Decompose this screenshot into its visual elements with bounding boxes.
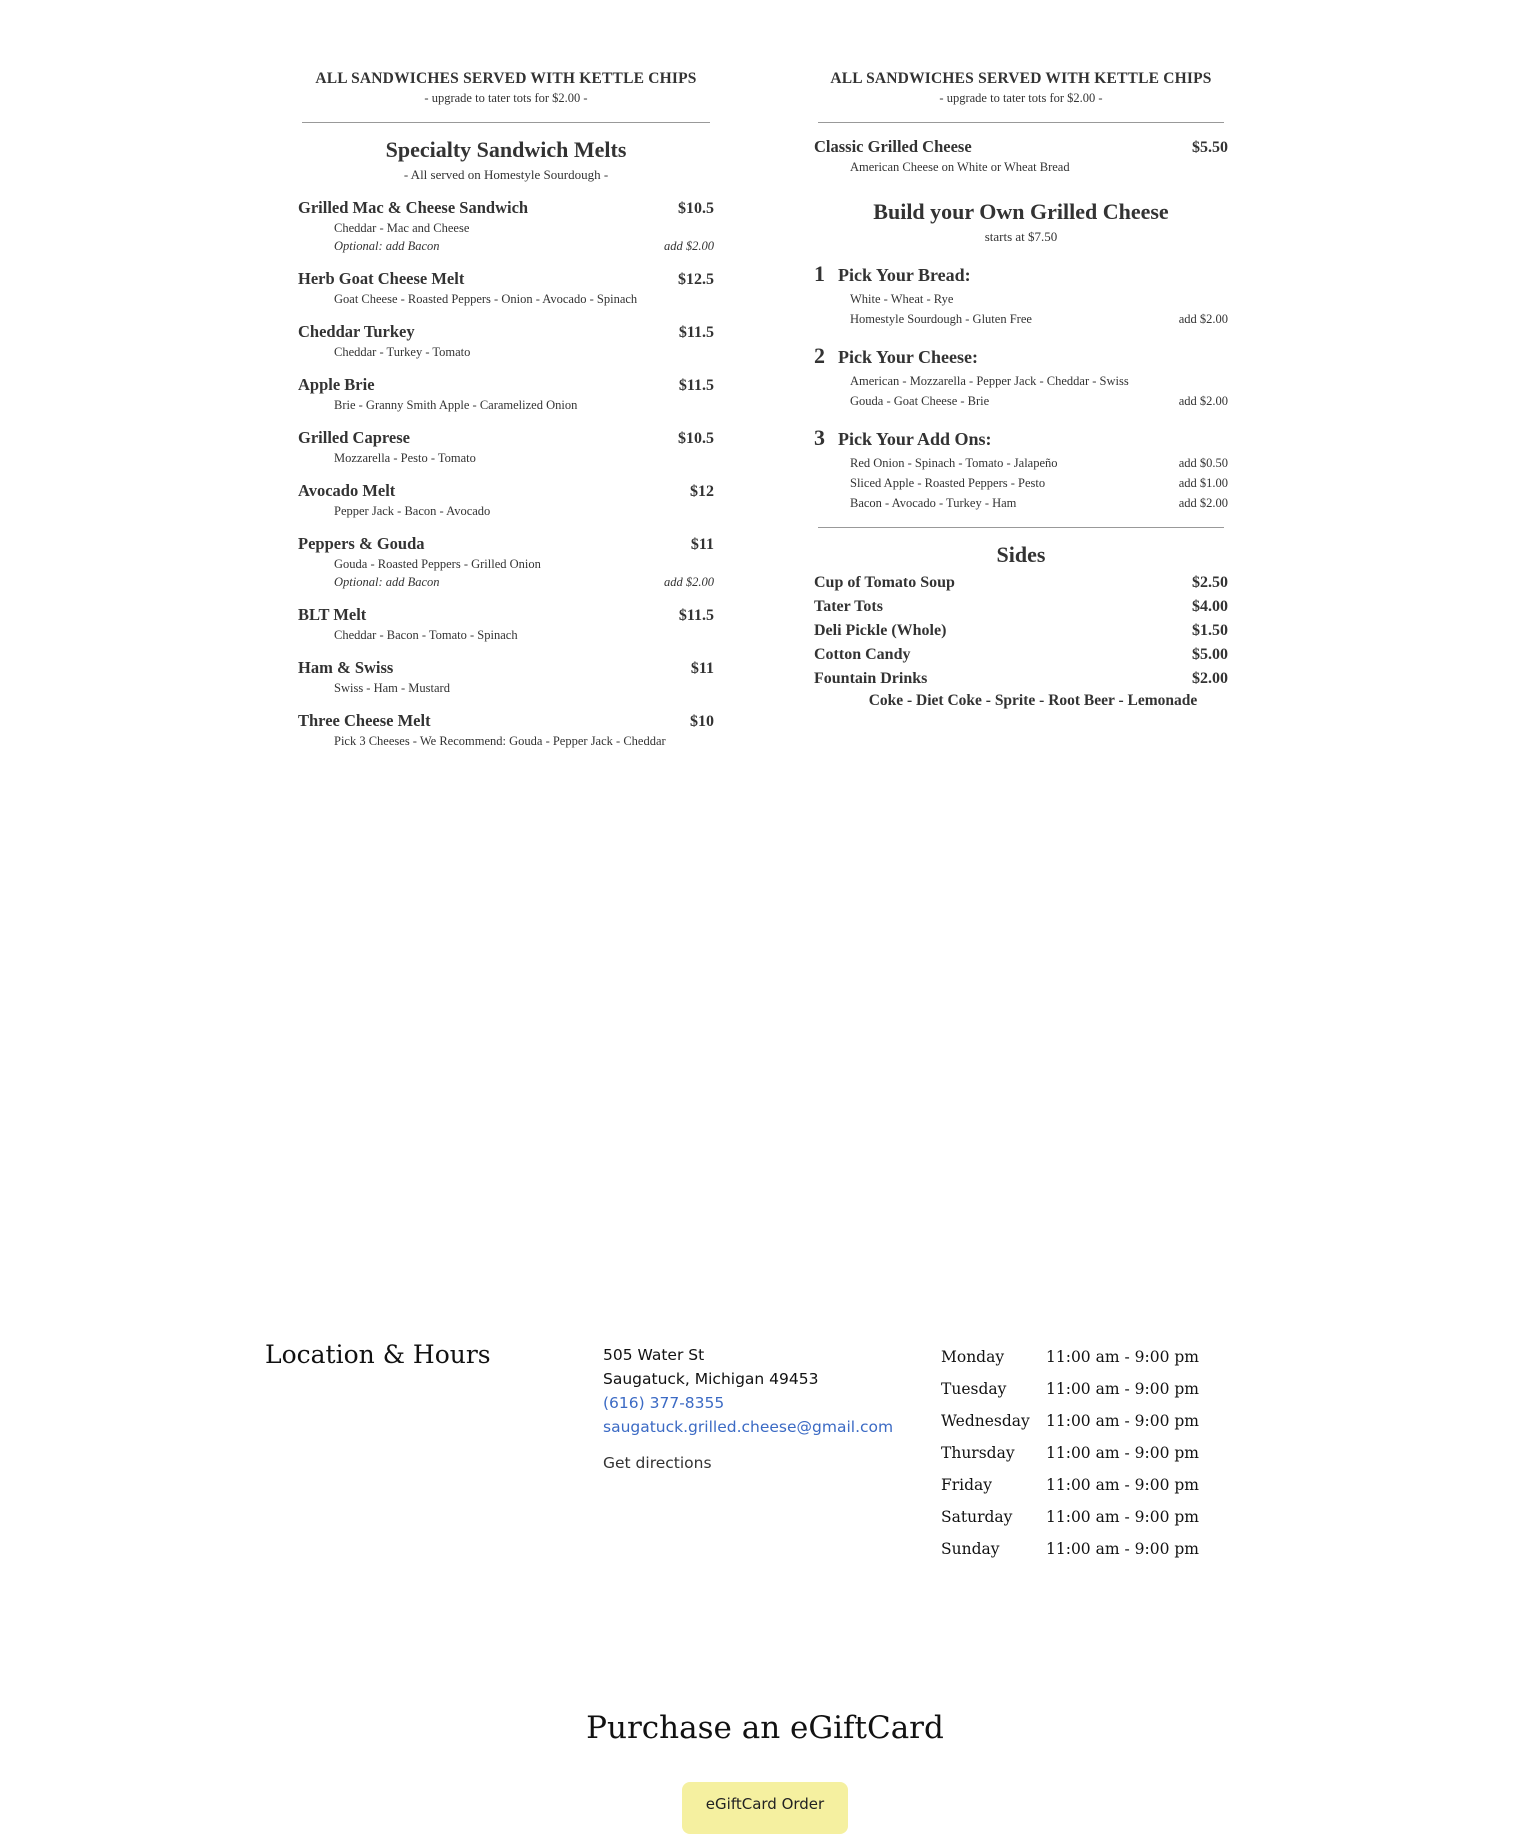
egiftcard-title: Purchase an eGiftCard (586, 1710, 944, 1746)
item-description: Brie - Granny Smith Apple - Caramelized Onion (334, 398, 578, 412)
option-price: add $2.00 (1178, 394, 1228, 408)
item-description: Cheddar - Turkey - Tomato (334, 345, 471, 359)
item-price: $11.5 (678, 607, 714, 624)
hours-day: Tuesday (941, 1380, 1007, 1398)
divider (818, 122, 1224, 123)
item-price: $11.5 (678, 324, 714, 341)
item-name: Cheddar Turkey (298, 322, 415, 341)
step-bread (814, 261, 1228, 327)
option-price: add $1.00 (1178, 476, 1228, 490)
option-text: Bacon - Avocado - Turkey - Ham (850, 496, 1017, 510)
option-text: Homestyle Sourdough - Gluten Free (850, 312, 1032, 326)
item-name: Ham & Swiss (298, 658, 394, 677)
build-your-own-menu-column (814, 70, 1228, 710)
side-name: Cotton Candy (814, 646, 911, 663)
side-item (814, 574, 1228, 592)
item-price: $11 (690, 536, 714, 553)
divider (302, 122, 710, 123)
item-price: $11.5 (678, 377, 714, 394)
item-description: Mozzarella - Pesto - Tomato (334, 451, 476, 465)
specialty-menu-column (298, 70, 714, 749)
phone-link[interactable]: (616) 377-8355 (603, 1394, 725, 1412)
option-label: Optional: add Bacon (334, 239, 440, 253)
side-name: Cup of Tomato Soup (814, 574, 955, 591)
option-text: Red Onion - Spinach - Tomato - Jalapeño (850, 456, 1058, 470)
menu-item (298, 269, 714, 307)
served-note: ALL SANDWICHES SERVED WITH KETTLE CHIPS (830, 70, 1212, 87)
hours-time: 11:00 am - 9:00 pm (1046, 1444, 1199, 1462)
sides-title: Sides (996, 542, 1046, 567)
hours-day: Friday (941, 1476, 993, 1494)
hours-time: 11:00 am - 9:00 pm (1046, 1508, 1199, 1526)
menu-item (298, 322, 714, 360)
item-description: Pick 3 Cheeses - We Recommend: Gouda - Pepper Jack - Cheddar (334, 734, 666, 748)
step-number: 3 (814, 425, 825, 450)
item-price: $10.5 (678, 430, 714, 447)
side-name: Tater Tots (814, 598, 883, 615)
side-price: $2.50 (1192, 574, 1228, 591)
option-row (850, 394, 1228, 409)
item-name: Grilled Mac & Cheese Sandwich (298, 198, 529, 217)
option-row (850, 456, 1228, 471)
hours-day: Wednesday (941, 1412, 1030, 1430)
item-price: $12.5 (678, 271, 714, 288)
option-row (850, 476, 1228, 491)
menu-item (298, 605, 714, 643)
email-link[interactable]: saugatuck.grilled.cheese@gmail.com (603, 1418, 894, 1436)
divider (818, 527, 1224, 528)
item-name: Grilled Caprese (298, 428, 410, 447)
option-price: add $2.00 (1178, 496, 1228, 510)
classic-item (814, 137, 1228, 175)
hours-time: 11:00 am - 9:00 pm (1046, 1476, 1199, 1494)
option-price: add $2.00 (664, 239, 714, 253)
step-number: 2 (814, 343, 825, 368)
hours-row (941, 1373, 1199, 1405)
option-price: add $0.50 (1178, 456, 1228, 470)
side-price: $5.00 (1192, 646, 1228, 663)
side-item (814, 670, 1228, 688)
step-label: Pick Your Add Ons: (838, 429, 992, 449)
step-addons (814, 425, 1228, 511)
served-note: ALL SANDWICHES SERVED WITH KETTLE CHIPS (315, 70, 697, 87)
option-text: Gouda - Goat Cheese - Brie (850, 394, 990, 408)
hours-day: Thursday (941, 1444, 1015, 1462)
menu-item (298, 375, 714, 413)
side-price: $4.00 (1192, 598, 1228, 615)
item-price: $12 (690, 483, 714, 500)
menu-item (298, 658, 714, 696)
item-name: Classic Grilled Cheese (814, 137, 972, 156)
item-price: $5.50 (1192, 139, 1228, 156)
menu-item (298, 428, 714, 466)
item-name: BLT Melt (298, 605, 367, 624)
item-option (334, 575, 714, 590)
hours-day: Saturday (941, 1508, 1013, 1526)
option-text: Sliced Apple - Roasted Peppers - Pesto (850, 476, 1046, 490)
item-name: Herb Goat Cheese Melt (298, 269, 465, 288)
get-directions-link[interactable]: Get directions (603, 1454, 712, 1472)
item-description: Swiss - Ham - Mustard (334, 681, 450, 695)
option-row (850, 292, 1228, 307)
item-price: $10 (690, 713, 714, 730)
egiftcard-order-button[interactable]: eGiftCard Order (682, 1782, 848, 1834)
option-label: Optional: add Bacon (334, 575, 440, 589)
step-number: 1 (814, 261, 825, 286)
section-title: Specialty Sandwich Melts (385, 137, 627, 162)
item-description: Goat Cheese - Roasted Peppers - Onion - Avocado - Spinach (334, 292, 638, 306)
hours-time: 11:00 am - 9:00 pm (1046, 1412, 1199, 1430)
hours-row (941, 1469, 1199, 1501)
option-price: add $2.00 (1178, 312, 1228, 326)
hours-time: 11:00 am - 9:00 pm (1046, 1348, 1199, 1366)
option-row (850, 374, 1228, 389)
street-address: 505 Water St (603, 1346, 705, 1364)
menu-item (298, 534, 714, 590)
upgrade-note: - upgrade to tater tots for $2.00 - (939, 91, 1103, 105)
side-price: $2.00 (1192, 670, 1228, 687)
hours-day: Sunday (941, 1540, 1000, 1558)
item-description: American Cheese on White or Wheat Bread (850, 160, 1070, 174)
item-description: Gouda - Roasted Peppers - Grilled Onion (334, 557, 541, 571)
item-description: Cheddar - Mac and Cheese (334, 221, 470, 235)
address-block (603, 1343, 893, 1475)
side-item (814, 622, 1228, 640)
hours-row (941, 1405, 1199, 1437)
option-text: White - Wheat - Rye (850, 292, 954, 306)
item-price: $10.5 (678, 200, 714, 217)
hours-row (941, 1501, 1199, 1533)
hours-table (941, 1341, 1199, 1565)
item-name: Three Cheese Melt (298, 711, 431, 730)
menu-item (298, 198, 714, 254)
option-row (850, 312, 1228, 327)
hours-row (941, 1341, 1199, 1373)
hours-time: 11:00 am - 9:00 pm (1046, 1540, 1199, 1558)
upgrade-note: - upgrade to tater tots for $2.00 - (424, 91, 588, 105)
hours-row (941, 1533, 1199, 1565)
option-text: American - Mozzarella - Pepper Jack - Cheddar - Swiss (850, 374, 1129, 388)
step-label: Pick Your Bread: (838, 265, 971, 285)
item-name: Avocado Melt (298, 481, 396, 500)
hours-time: 11:00 am - 9:00 pm (1046, 1380, 1199, 1398)
city-address: Saugatuck, Michigan 49453 (603, 1370, 819, 1388)
item-description: Pepper Jack - Bacon - Avocado (334, 504, 491, 518)
item-price: $11 (690, 660, 714, 677)
location-hours-title: Location & Hours (265, 1340, 491, 1369)
option-price: add $2.00 (664, 575, 714, 589)
hours-row (941, 1437, 1199, 1469)
build-subtitle: starts at $7.50 (984, 229, 1058, 244)
side-price: $1.50 (1192, 622, 1228, 639)
hours-day: Monday (941, 1348, 1005, 1366)
menu-item (298, 711, 714, 749)
item-name: Peppers & Gouda (298, 534, 425, 553)
drinks-list: Coke - Diet Coke - Sprite - Root Beer - Lemonade (868, 692, 1198, 709)
build-title: Build your Own Grilled Cheese (873, 199, 1169, 224)
step-cheese (814, 343, 1228, 409)
option-row (850, 496, 1228, 511)
menu-item (298, 481, 714, 519)
side-name: Fountain Drinks (814, 670, 928, 687)
item-option (334, 239, 714, 254)
item-description: Cheddar - Bacon - Tomato - Spinach (334, 628, 518, 642)
step-label: Pick Your Cheese: (838, 347, 978, 367)
item-name: Apple Brie (298, 375, 375, 394)
side-name: Deli Pickle (Whole) (814, 622, 947, 639)
side-item (814, 646, 1228, 664)
side-item (814, 598, 1228, 616)
section-subtitle: - All served on Homestyle Sourdough - (403, 167, 609, 182)
